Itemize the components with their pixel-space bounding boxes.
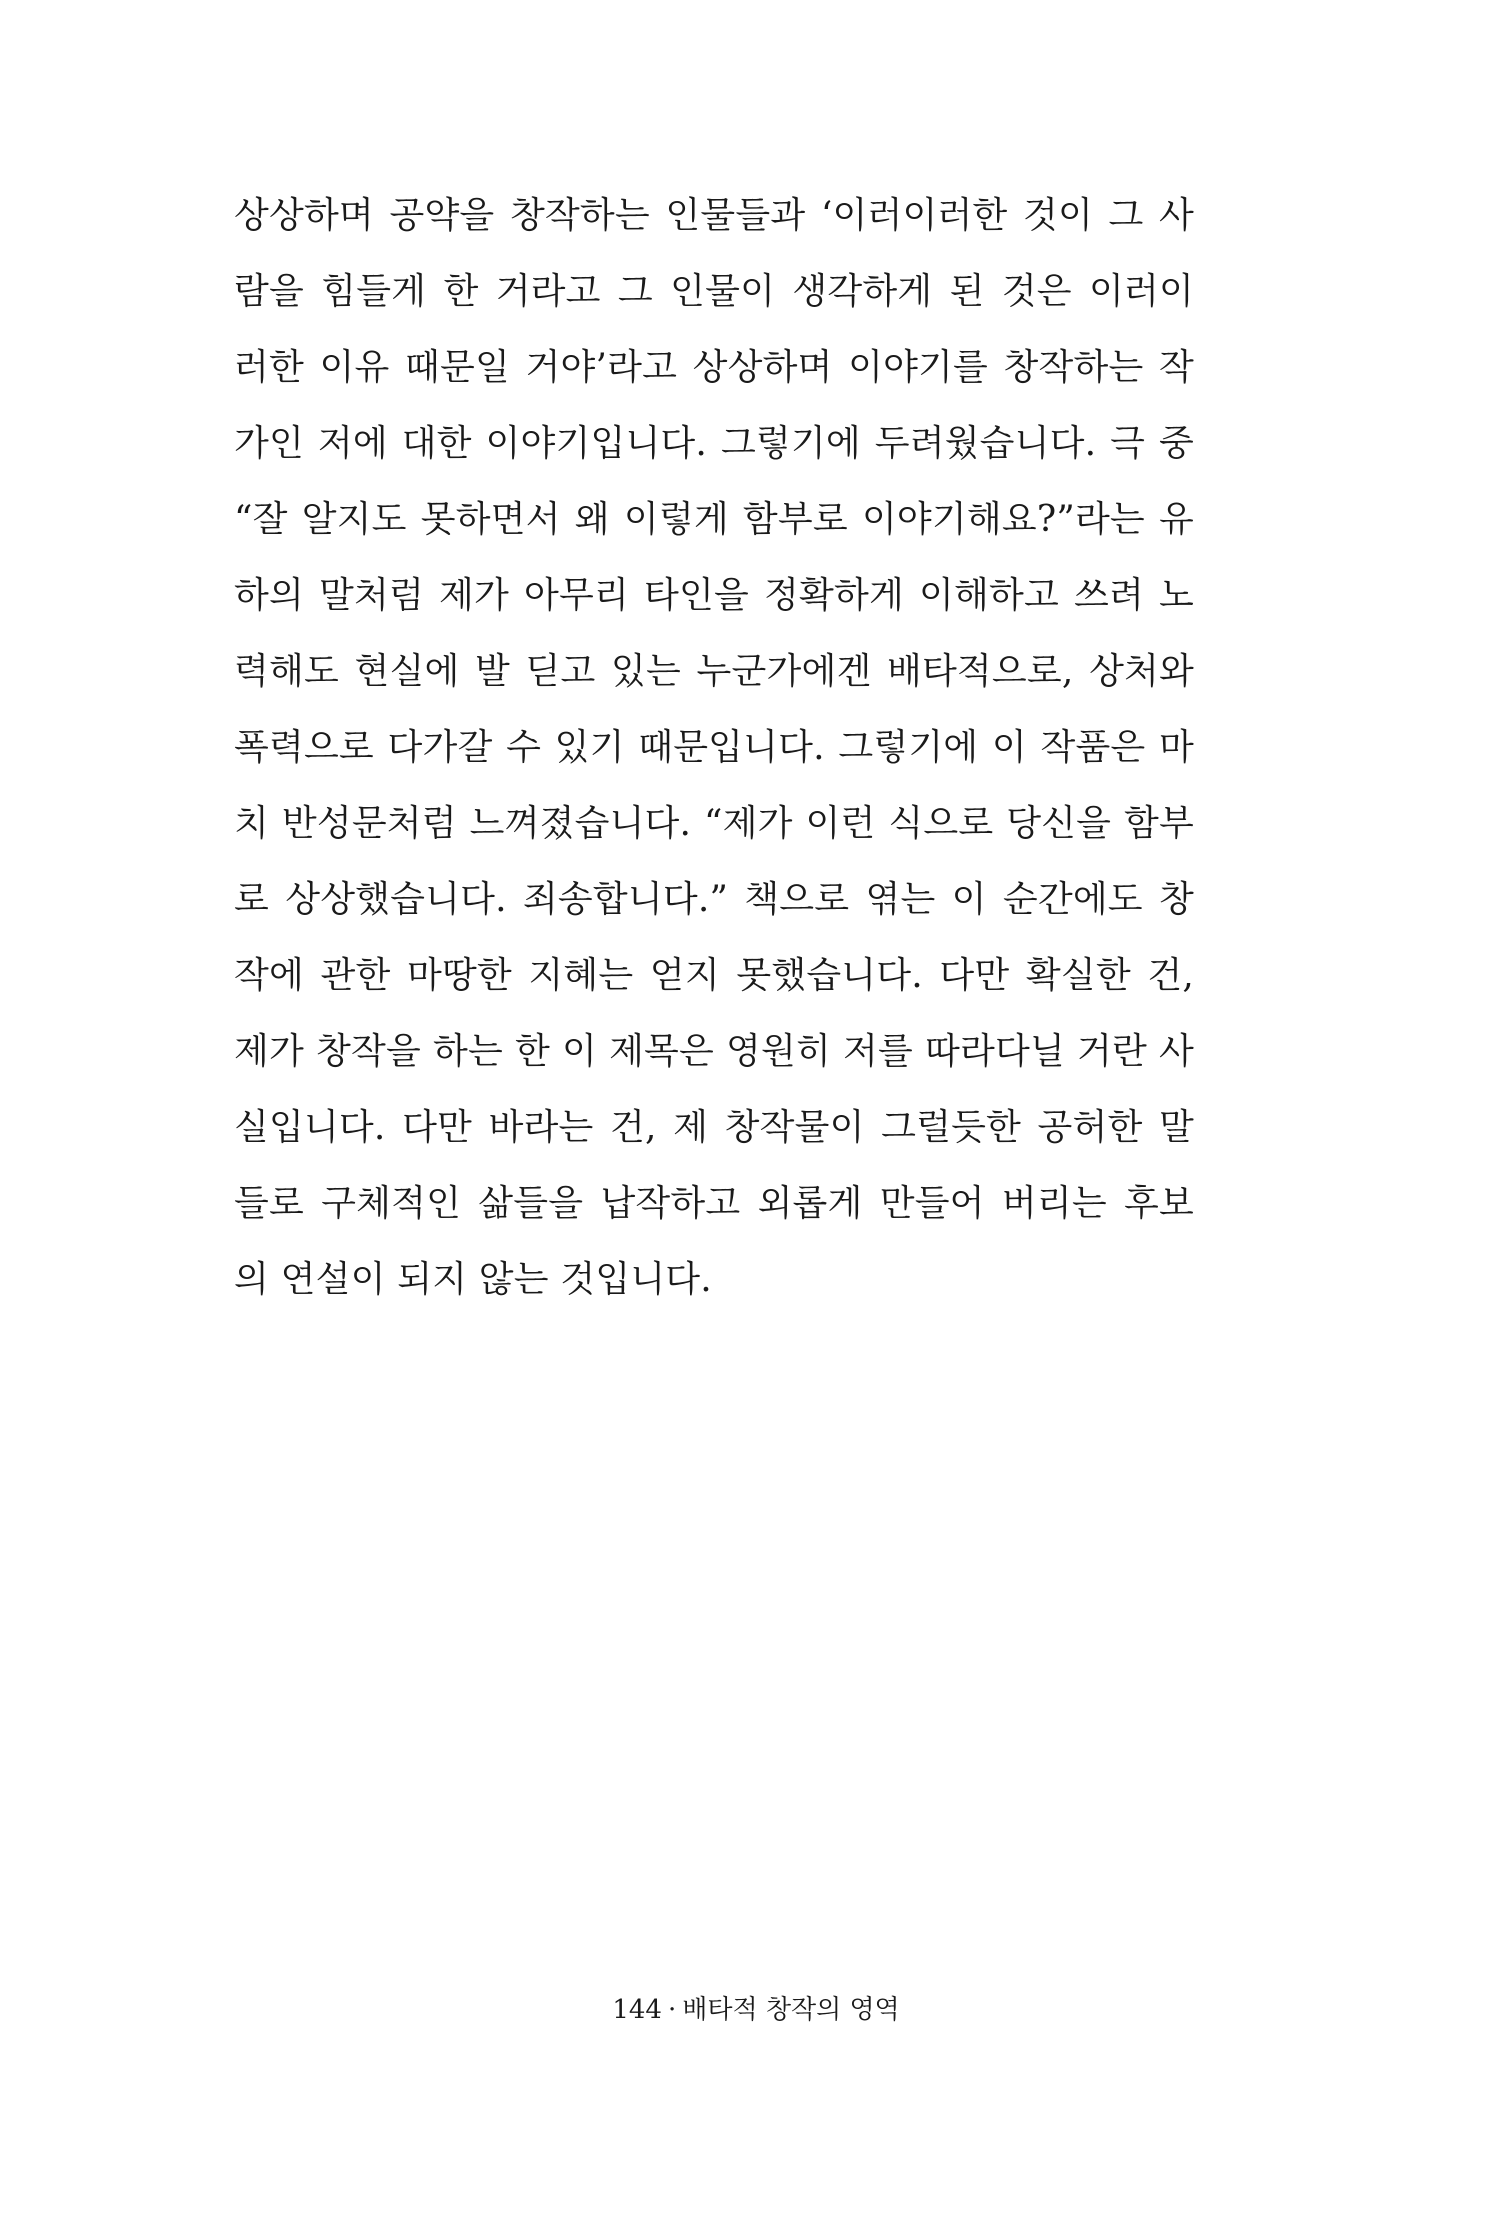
text-line: 하의 말처럼 제가 아무리 타인을 정확하게 이해하고 쓰려 노 (234, 575, 1194, 616)
text-line: 제가 창작을 하는 한 이 제목은 영원히 저를 따라다닐 거란 사 (234, 1031, 1194, 1072)
text-line: 상상하며 공약을 창작하는 인물들과 ‘이러이러한 것이 그 사 (234, 195, 1194, 236)
text-line: 들로 구체적인 삶들을 납작하고 외롭게 만들어 버리는 후보 (234, 1183, 1194, 1224)
text-line: 치 반성문처럼 느껴졌습니다. “제가 이런 식으로 당신을 함부 (234, 803, 1194, 844)
footer-separator: · (667, 1995, 677, 2025)
page-number: 144 (612, 1995, 662, 2025)
text-line: 람을 힘들게 한 거라고 그 인물이 생각하게 된 것은 이러이 (234, 271, 1194, 312)
text-line: 력해도 현실에 발 딛고 있는 누군가에겐 배타적으로, 상처와 (234, 651, 1194, 692)
text-line: 작에 관한 마땅한 지혜는 얻지 못했습니다. 다만 확실한 건, (234, 955, 1194, 996)
running-title: 배타적 창작의 영역 (682, 1995, 900, 2025)
text-line: 실입니다. 다만 바라는 건, 제 창작물이 그럴듯한 공허한 말 (234, 1107, 1194, 1148)
text-line: 러한 이유 때문일 거야’라고 상상하며 이야기를 창작하는 작 (234, 347, 1194, 388)
text-line: 폭력으로 다가갈 수 있기 때문입니다. 그렇기에 이 작품은 마 (234, 727, 1194, 768)
page-footer (0, 1990, 1512, 2030)
text-line: 가인 저에 대한 이야기입니다. 그렇기에 두려웠습니다. 극 중 (234, 423, 1194, 464)
text-line: 로 상상했습니다. 죄송합니다.” 책으로 엮는 이 순간에도 창 (234, 879, 1194, 920)
body-paragraph (234, 178, 1194, 1318)
text-line: 의 연설이 되지 않는 것입니다. (234, 1259, 712, 1300)
text-line: “잘 알지도 못하면서 왜 이렇게 함부로 이야기해요?”라는 유 (234, 499, 1194, 540)
